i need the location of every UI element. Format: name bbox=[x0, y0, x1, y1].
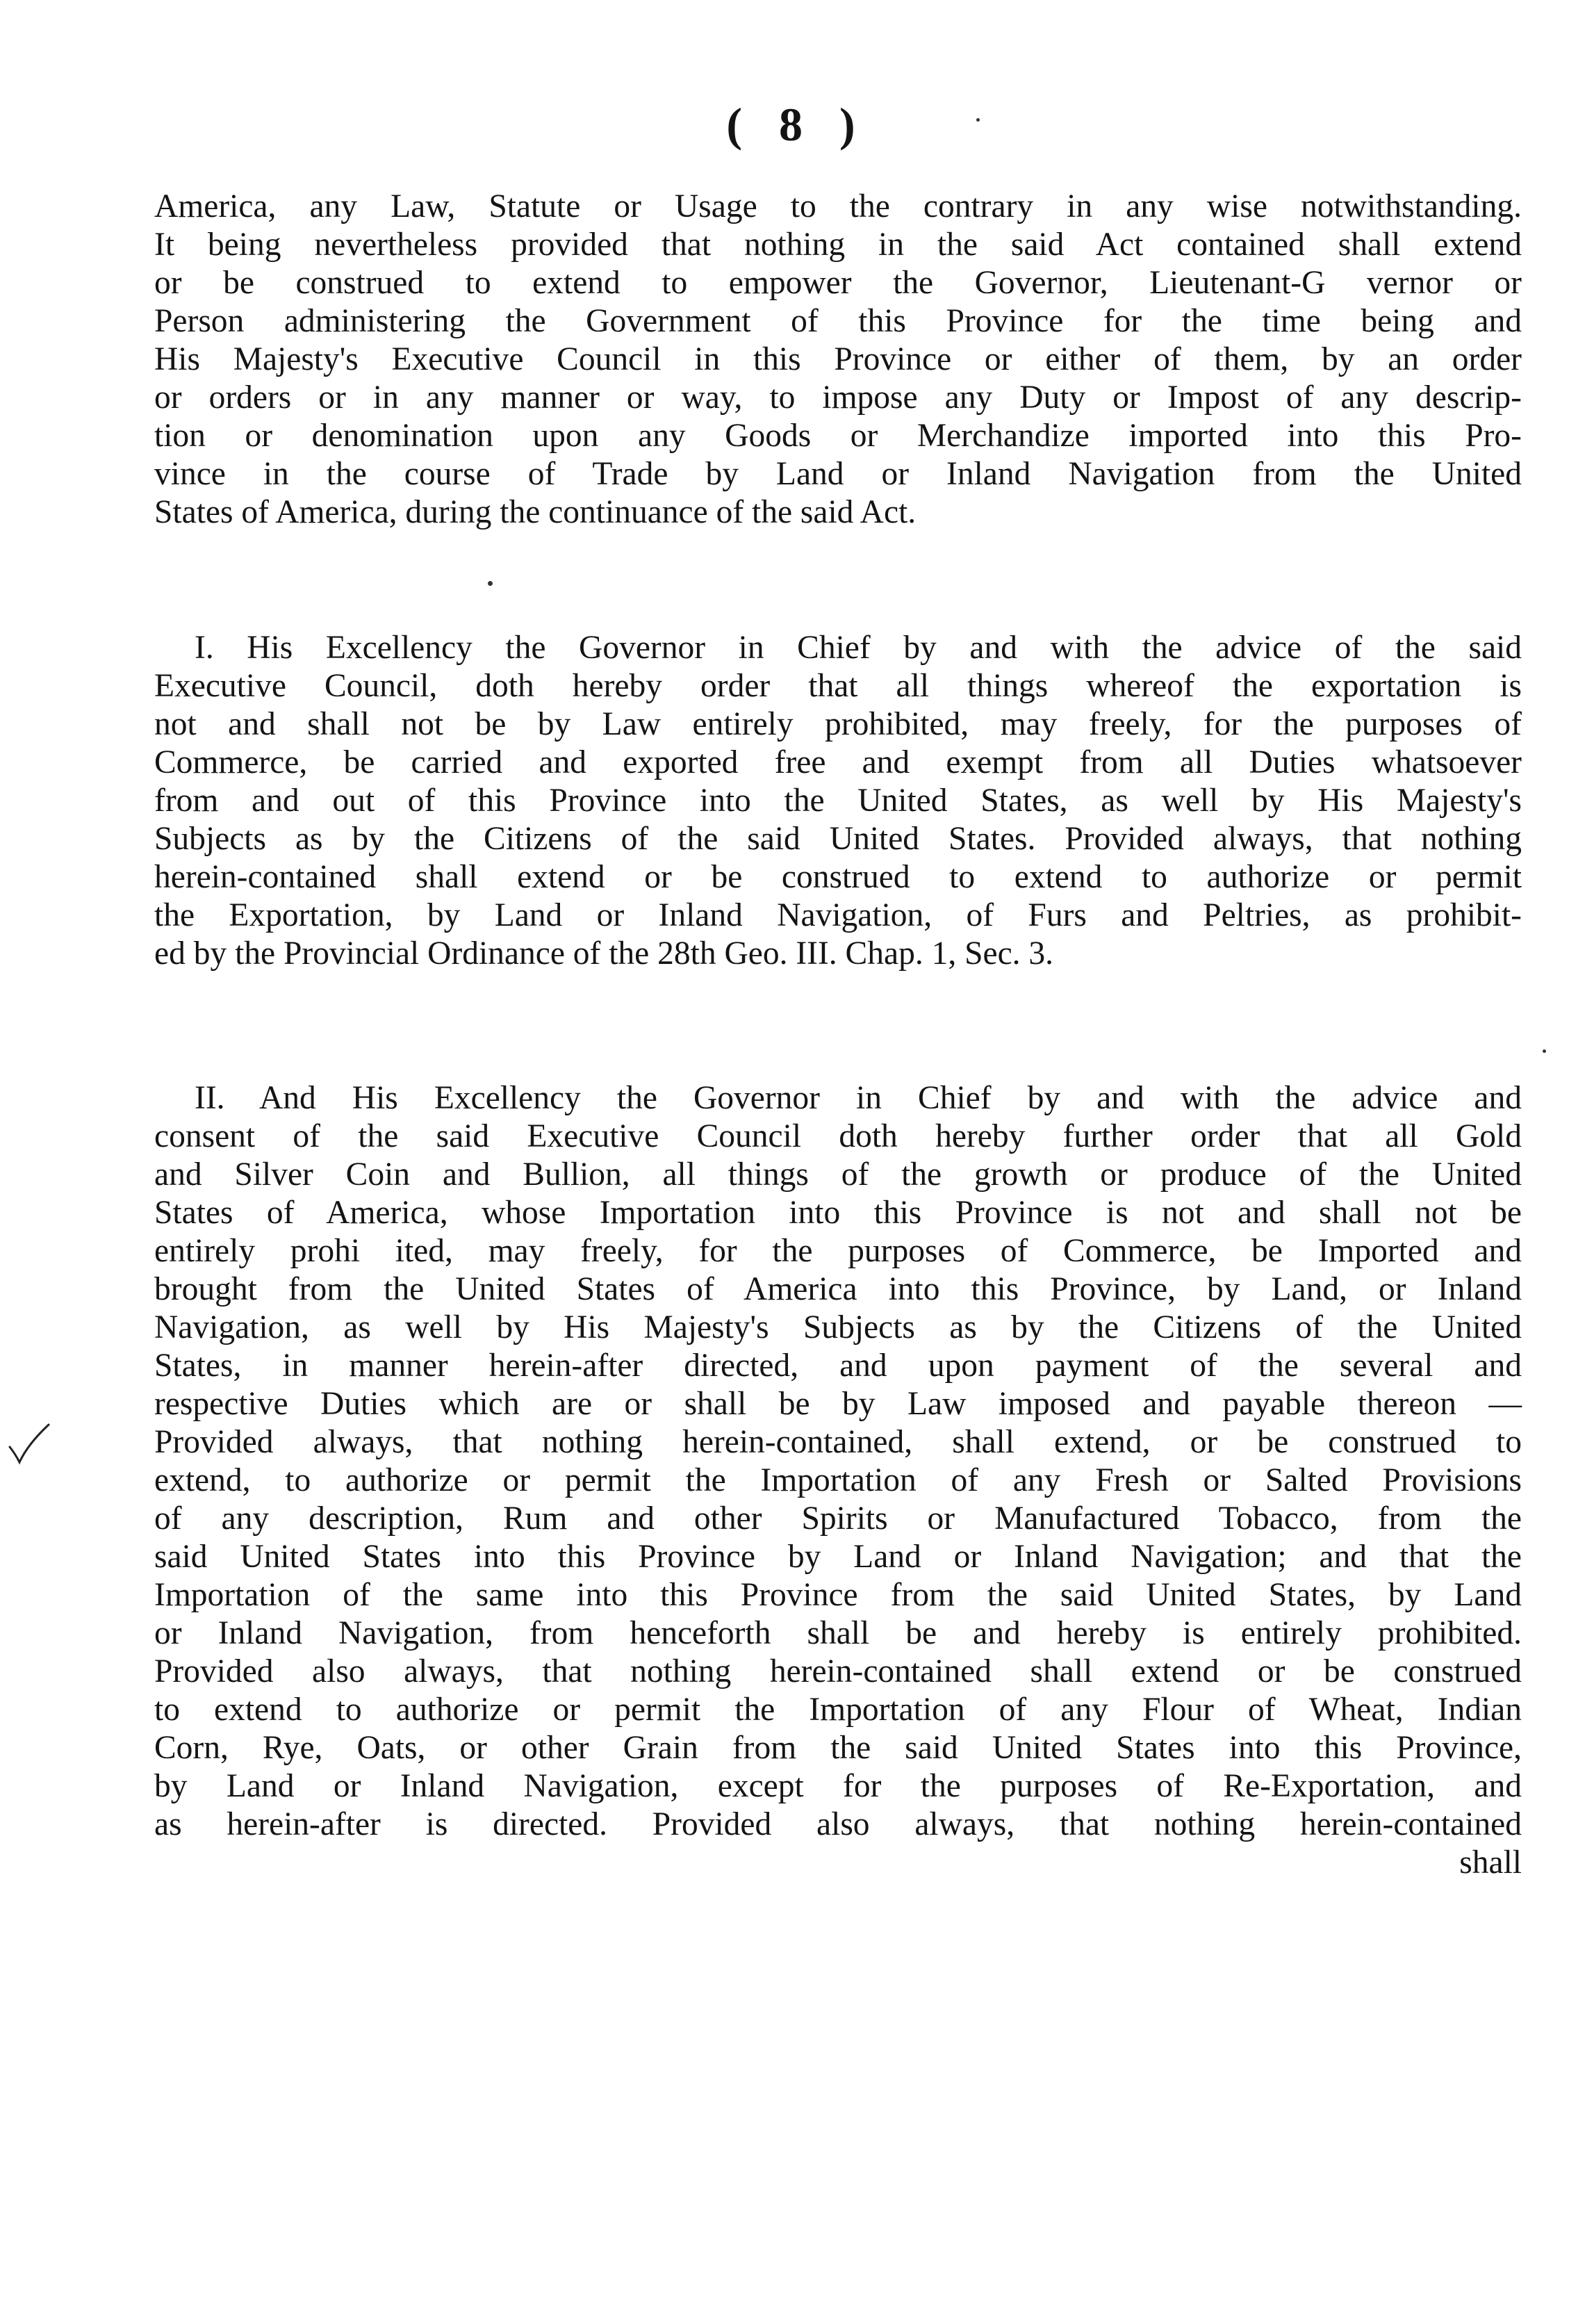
text-line: Importation of the same into this Province from the said United States, by Land bbox=[154, 1577, 1522, 1613]
page-number: ( 8 ) bbox=[726, 98, 868, 151]
text-line: said United States into this Province by Land or Inland Navigation; and that the bbox=[154, 1539, 1522, 1575]
text-line: ed by the Provincial Ordinance of the 28th Geo. III. Chap. 1, Sec. 3. bbox=[154, 935, 1054, 972]
text-line: II. And His Excellency the Governor in Chief by and with the advice and bbox=[195, 1080, 1522, 1116]
text-line: of any description, Rum and other Spirits or Manufactured Tobacco, from the bbox=[154, 1500, 1522, 1537]
text-line: extend, to authorize or permit the Importation of any Fresh or Salted Provisions bbox=[154, 1462, 1522, 1498]
text-line: the Exportation, by Land or Inland Navigation, of Furs and Peltries, as prohibit- bbox=[154, 897, 1522, 933]
text-line: Provided also always, that nothing herein-contained shall extend or be construed bbox=[154, 1653, 1522, 1689]
text-line: as herein-after is directed. Provided also always, that nothing herein-contained bbox=[154, 1806, 1522, 1842]
text-line: and Silver Coin and Bullion, all things of the growth or produce of the United bbox=[154, 1156, 1522, 1193]
text-line: States of America, during the continuance of the said Act. bbox=[154, 494, 917, 530]
text-line: vince in the course of Trade by Land or Inland Navigation from the United bbox=[154, 456, 1522, 492]
text-line: His Majesty's Executive Council in this Province or either of them, by an order bbox=[154, 341, 1522, 377]
text-line: Subjects as by the Citizens of the said United States. Provided always, that nothing bbox=[154, 821, 1522, 857]
text-line: It being nevertheless provided that nothing in the said Act contained shall extend bbox=[154, 227, 1522, 263]
text-line: America, any Law, Statute or Usage to the contrary in any wise notwithstanding. bbox=[154, 188, 1522, 224]
text-line: Executive Council, doth hereby order that all things whereof the exportation is bbox=[154, 668, 1522, 704]
ink-speck bbox=[488, 581, 493, 586]
text-line: from and out of this Province into the United States, as well by His Majesty's bbox=[154, 783, 1522, 819]
text-line: herein-contained shall extend or be construed to extend to authorize or permit bbox=[154, 859, 1522, 895]
text-line: by Land or Inland Navigation, except for the purposes of Re-Exportation, and bbox=[154, 1768, 1522, 1804]
article-ii-paragraph bbox=[154, 1079, 1522, 1882]
text-line: entirely prohi ited, may freely, for the purposes of Commerce, be Imported and bbox=[154, 1233, 1522, 1269]
text-line: or orders or in any manner or way, to impose any Duty or Impost of any descrip- bbox=[154, 379, 1522, 416]
text-line: States of America, whose Importation into this Province is not and shall not be bbox=[154, 1195, 1522, 1231]
ink-speck bbox=[1543, 1049, 1546, 1053]
text-line: Provided always, that nothing herein-contained, shall extend, or be construed to bbox=[154, 1424, 1522, 1460]
text-line: to extend to authorize or permit the Importation of any Flour of Wheat, Indian bbox=[154, 1692, 1522, 1728]
text-line: Person administering the Government of this Province for the time being and bbox=[154, 303, 1522, 339]
text-line: respective Duties which are or shall be by Law imposed and payable thereon — bbox=[154, 1386, 1522, 1422]
text-line: Corn, Rye, Oats, or other Grain from the said United States into this Province, bbox=[154, 1730, 1522, 1766]
text-line: Commerce, be carried and exported free and exempt from all Duties whatsoever bbox=[154, 744, 1522, 780]
continuation-paragraph bbox=[154, 188, 1522, 532]
text-line: consent of the said Executive Council doth hereby further order that all Gold bbox=[154, 1118, 1522, 1154]
text-line: tion or denomination upon any Goods or Merchandize imported into this Pro- bbox=[154, 418, 1522, 454]
text-line: or be construed to extend to empower the Governor, Lieutenant-G vernor or bbox=[154, 265, 1522, 301]
article-i-paragraph bbox=[154, 629, 1522, 973]
handwritten-tick-mark bbox=[6, 1419, 54, 1468]
text-line: States, in manner herein-after directed, and upon payment of the several and bbox=[154, 1348, 1522, 1384]
text-line: or Inland Navigation, from henceforth shall be and hereby is entirely prohibited. bbox=[154, 1615, 1522, 1651]
text-line: not and shall not be by Law entirely prohibited, may freely, for the purposes of bbox=[154, 706, 1522, 742]
catchword: shall bbox=[1459, 1844, 1522, 1881]
text-line: brought from the United States of America into this Province, by Land, or Inland bbox=[154, 1271, 1522, 1307]
ink-speck bbox=[976, 118, 980, 122]
text-line: Navigation, as well by His Majesty's Subjects as by the Citizens of the United bbox=[154, 1309, 1522, 1345]
text-line: I. His Excellency the Governor in Chief by and with the advice of the said bbox=[195, 630, 1522, 666]
